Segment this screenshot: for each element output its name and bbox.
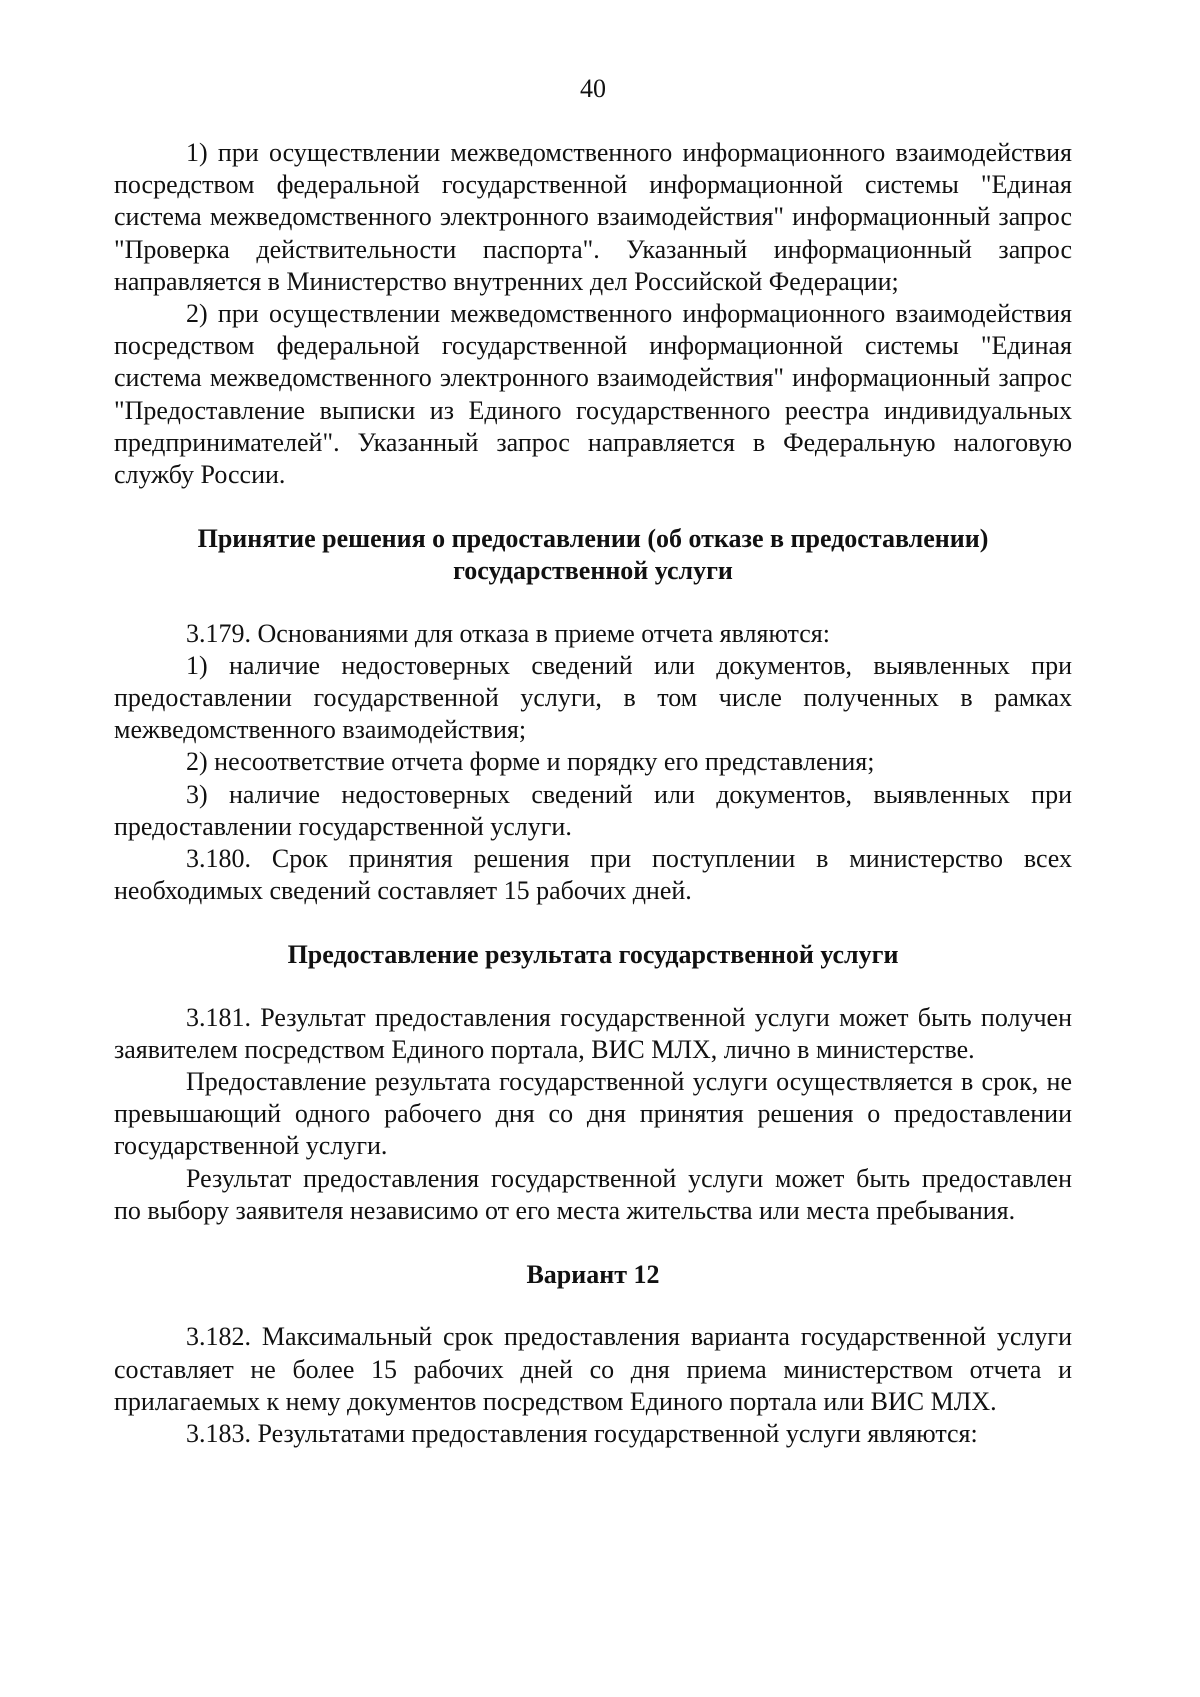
list-item-refusal-2: 2) несоответствие отчета форме и порядку его представления; [186,747,875,777]
paragraph-result-choice: Результат предоставления государственной услуги может быть предоставлен по выбору заявителя независимо от его места жительства или места пребывания. [114,1163,1072,1225]
section-heading-decision [114,523,1072,587]
list-item-refusal-3: 3) наличие недостоверных сведений или документов, выявленных при предоставлении государственной услуги. [114,779,1072,841]
intro-item-1: 1) при осуществлении межведомственного информационного взаимодействия посредством федеральной государственной информационной системы "Единая система межведомственного электронного взаимодействия" информационный запрос "Проверка действительности паспорта". Указанный информационный запрос направляется в Министерство внутренних дел Российской Федерации; [114,138,1072,296]
paragraph-result-term: Предоставление результата государственной услуги осуществляется в срок, не превышающий одного рабочего дня со дня принятия решения о предоставлении государственной услуги. [114,1067,1072,1161]
section-heading-result: Предоставление результата государственной услуги [287,940,899,970]
paragraph-3-179: 3.179. Основаниями для отказа в приеме отчета являются: [186,618,830,648]
section-heading-decision-line1: Принятие решения о предоставлении (об отказе в предоставлении) [197,524,989,554]
paragraph-3-182: 3.182. Максимальный срок предоставления варианта государственной услуги составляет не более 15 рабочих дней со дня приема министерством отчета и прилагаемых к нему документов посредством Единого портала или ВИС МЛХ. [114,1322,1072,1416]
document-body [114,137,1072,1450]
paragraph-3-183: 3.183. Результатами предоставления государственной услуги являются: [186,1418,978,1448]
document-page [114,0,1072,1697]
intro-item-2: 2) при осуществлении межведомственного информационного взаимодействия посредством федеральной государственной информационной системы "Единая система межведомственного электронного взаимодействия" информационный запрос "Предоставление выписки из Единого государственного реестра индивидуальных предпринимателей". Указанный запрос направляется в Федеральную налоговую службу России. [114,299,1072,490]
list-item-refusal-1: 1) наличие недостоверных сведений или документов, выявленных при предоставлении государственной услуги, в том числе полученных в рамках межведомственного взаимодействия; [114,650,1072,745]
page-number: 40 [580,74,606,103]
paragraph-3-181: 3.181. Результат предоставления государственной услуги может быть получен заявителем посредством Единого портала, ВИС МЛХ, лично в министерстве. [114,1002,1072,1064]
section-heading-variant: Вариант 12 [526,1260,660,1290]
paragraph-3-180: 3.180. Срок принятия решения при поступлении в министерство всех необходимых сведений составляет 15 рабочих дней. [114,844,1072,906]
section-heading-decision-line2: государственной услуги [453,556,733,586]
